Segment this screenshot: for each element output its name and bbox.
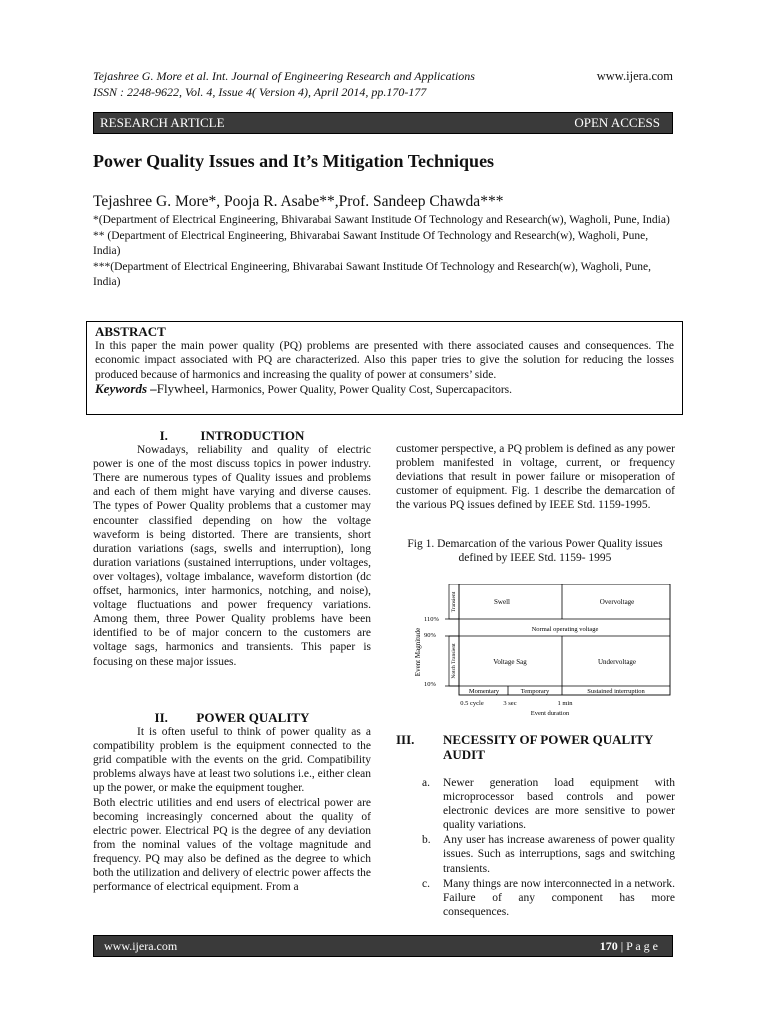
introduction-title: INTRODUCTION <box>200 428 305 443</box>
page-label: | P a g e <box>617 938 658 953</box>
introduction-section <box>93 429 371 669</box>
header-website: www.ijera.com <box>596 69 673 83</box>
power-quality-number: II. <box>154 710 168 725</box>
keyword-first: Flywheel, <box>156 380 209 396</box>
x-tick-3-sec: 3 sec <box>503 700 517 707</box>
list-item <box>396 877 675 919</box>
list-item <box>396 776 675 832</box>
page-number: 170 <box>599 938 618 953</box>
list-item-text: Newer generation load equipment with microprocessor based controls and power electronic devices are more sensitive to power quality variations. <box>443 777 675 832</box>
banner-open-access: OPEN ACCESS <box>574 115 660 130</box>
transient-label: Transient <box>451 591 457 613</box>
list-item-text: Many things are now interconnected in a network. Failure of any component has more consequences. <box>443 877 675 918</box>
footer-page <box>600 939 658 954</box>
introduction-text: Nowadays, reliability and quality of electric power is one of the most discuss topics in power industry. There are numerous types of Quality issues and problems and each of them might have varying and diverse causes. The types of Power Quality problems that a customer may encounter classified depending on how the voltage waveform is being distorted. There are transients, short duration variations (sags, swells and interruption), long duration variations (sustained interruptions, under voltages, over voltages), voltage imbalance, waveform distortion (dc offset, harmonics, inter harmonics, notching, and noise), voltage fluctuations and power frequency variations. Among them, three Power Quality problems have been identified to be of major concern to the customers are voltage sags, harmonics and transients. This paper is focusing on these major issues. <box>93 444 371 668</box>
keywords-rest: Harmonics, Power Quality, Power Quality Cost, Supercapacitors. <box>208 383 513 396</box>
pq-demarcation-figure <box>410 584 680 719</box>
journal-line-2: ISSN : 2248-9622, Vol. 4, Issue 4( Version 4), April 2014, pp.170-177 <box>93 84 427 99</box>
region-temporary: Temporary <box>520 688 550 695</box>
paper-title: Power Quality Issues and It’s Mitigation Techniques <box>93 151 495 171</box>
region-normal: Normal operating voltage <box>531 626 599 633</box>
affiliation-3: ***(Department of Electrical Engineering, Bhivarabai Sawant Institude Of Technology and Research(w), Wagholi, Pune, India) <box>93 260 651 288</box>
region-swell: Swell <box>494 598 510 606</box>
customer-perspective-text: customer perspective, a PQ problem is defined as any power problem manifested in voltage, current, or frequency deviations that result in power failure or misoperation of customer of equipment. Fig. 1 describe the demarcation of the various PQ issues defined by IEEE Std. 1159-1995. <box>396 443 675 512</box>
abstract-text: In this paper the main power quality (PQ) problems are presented with there associated causes and consequences. The economic impact associated with PQ are characterized. Also this paper tries to give the solution for reducing the losses produced because of harmonics and increasing the quality of power at consumers’ side. <box>95 340 674 381</box>
introduction-number: I. <box>159 428 168 443</box>
x-tick-half-cycle: 0.5 cycle <box>460 700 484 707</box>
affiliation-2: ** (Department of Electrical Engineering, Bhivarabai Sawant Institude Of Technology and Research(w), Wagholi, Pune, India) <box>93 229 649 257</box>
introduction-heading <box>93 429 371 443</box>
y-axis-label: Event Magnitude <box>414 627 422 677</box>
affiliations <box>93 213 673 291</box>
figure-frame <box>459 584 670 695</box>
necessity-number: III. <box>396 732 415 747</box>
affiliation-1: *(Department of Electrical Engineering, Bhivarabai Sawant Institude Of Technology and Research(w), Wagholi, Pune, India) <box>93 214 670 226</box>
list-marker: b. <box>422 834 431 847</box>
list-item-text: Any user has increase awareness of power quality issues. Such as interruptions, sags and switching transients. <box>443 834 675 875</box>
power-quality-title: POWER QUALITY <box>196 710 310 725</box>
region-overvoltage: Overvoltage <box>599 598 635 606</box>
right-column-text <box>396 442 675 512</box>
journal-line-1: Tejashree G. More et al. Int. Journal of Engineering Research and Applications <box>93 69 475 83</box>
paper-authors: Tejashree G. More*, Pooja R. Asabe**,Prof. Sandeep Chawda*** <box>93 193 504 210</box>
keywords-line <box>95 382 674 397</box>
power-quality-para-2: Both electric utilities and end users of electrical power are becoming increasingly concerned about the quality of electric power. Electrical PQ is the degree of any deviation from the nominal values of the voltage magnitude and frequency. PQ may also be defined as the degree to which both the utilization and delivery of electric power affects the performance of electrical equipment. From a <box>93 796 371 894</box>
y-tick-10: 10% <box>424 681 436 688</box>
y-tick-110: 110% <box>424 616 439 623</box>
power-quality-heading <box>93 711 371 725</box>
figure-caption: Fig 1. Demarcation of the various Power Quality issues defined by IEEE Std. 1159- 1995 <box>407 538 663 564</box>
banner-research-article: RESEARCH ARTICLE <box>100 115 225 130</box>
list-marker: c. <box>422 877 430 890</box>
region-undervoltage: Undervoltage <box>597 658 637 666</box>
x-tick-1-min: 1 min <box>557 700 573 707</box>
region-voltage-sag: Voltage Sag <box>493 658 527 666</box>
list-marker: a. <box>422 777 430 789</box>
footer-website: www.ijera.com <box>104 938 178 953</box>
keywords-label: Keywords – <box>95 380 157 396</box>
x-axis-label: Event duration <box>530 710 570 717</box>
abstract-heading: ABSTRACT <box>95 324 166 339</box>
region-momentary: Momentary <box>468 688 500 695</box>
journal-header <box>93 69 475 100</box>
list-item <box>396 833 675 875</box>
power-quality-para-1: It is often useful to think of power quality as a compatibility problem is the equipment connected to the grid compatible with the events on the grid. Compatibility problems always have at least two solutions i.e., either clean up the power, or make the equipment tougher. <box>93 726 371 795</box>
necessity-title: NECESSITY OF POWER QUALITY AUDIT <box>443 732 653 762</box>
region-sustained-interruption: Sustained interruption <box>587 688 645 695</box>
y-tick-90: 90% <box>424 632 436 639</box>
power-quality-section <box>93 711 371 894</box>
abstract-box <box>86 321 683 415</box>
page-footer <box>93 935 673 957</box>
necessity-list <box>396 776 675 920</box>
notch-transient-label: Notch Transient <box>451 643 457 679</box>
article-banner <box>93 112 673 134</box>
